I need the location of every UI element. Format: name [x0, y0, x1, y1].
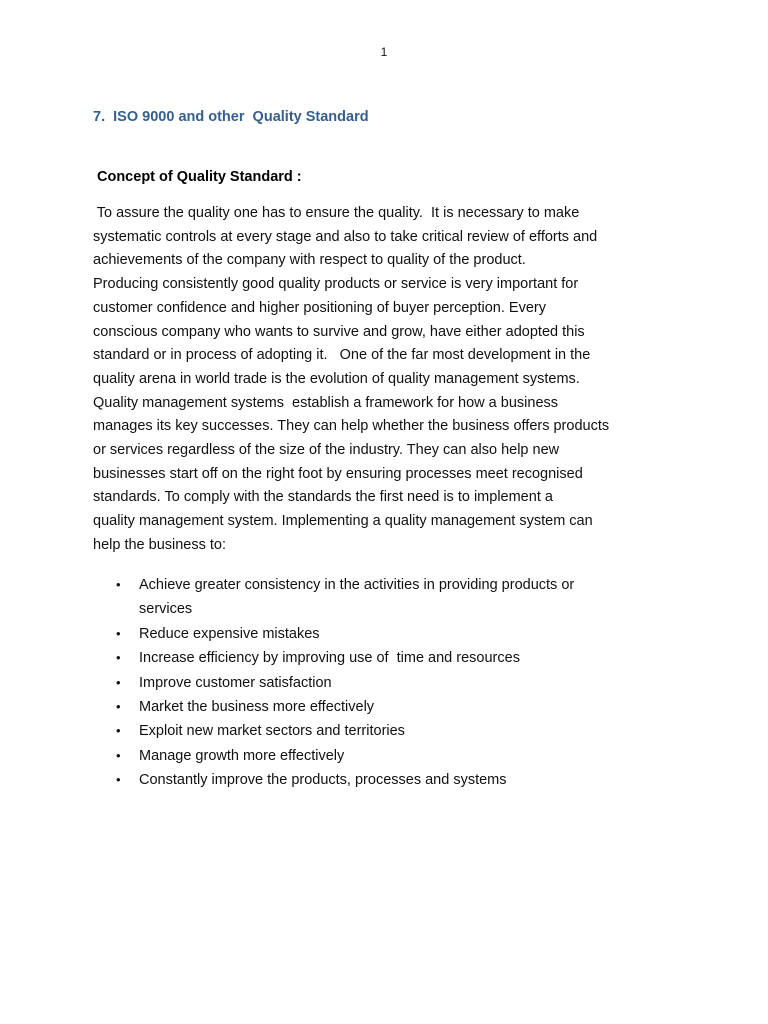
bullet-icon: • [116, 747, 121, 763]
list-item-text: Manage growth more effectively [139, 747, 345, 764]
body-line: standard or in process of adopting it. One of the far most development in the [93, 347, 591, 364]
list-item-text: Reduce expensive mistakes [139, 625, 320, 642]
body-line: manages its key successes. They can help whether the business offers products [93, 418, 610, 435]
list-item [93, 622, 693, 646]
body-line: systematic controls at every stage and also to take critical review of efforts and [93, 228, 598, 245]
body-line: help the business to: [93, 536, 227, 553]
body-line: conscious company who wants to survive and grow, have either adopted this [93, 323, 585, 340]
body-line: achievements of the company with respect to quality of the product. [93, 252, 526, 269]
list-item-text: Exploit new market sectors and territories [139, 723, 405, 740]
list-item [93, 695, 693, 719]
list-item [93, 768, 693, 792]
list-item [93, 573, 693, 622]
bullet-icon: • [116, 577, 121, 592]
body-paragraph [93, 202, 693, 558]
list-item [93, 719, 693, 743]
subheading: Concept of Quality Standard : [97, 169, 302, 185]
list-item-text: Increase efficiency by improving use of time and resources [139, 650, 520, 667]
body-line: businesses start off on the right foot by ensuring processes meet recognised [93, 465, 583, 482]
bullet-icon: • [116, 699, 121, 715]
body-line: quality arena in world trade is the evolution of quality management systems. [93, 370, 580, 387]
list-item [93, 744, 693, 768]
body-line: To assure the quality one has to ensure the quality. It is necessary to make [93, 205, 580, 221]
body-line: customer confidence and higher positioning of buyer perception. Every [93, 299, 546, 316]
list-item [93, 646, 693, 670]
bullet-icon: • [116, 674, 121, 690]
body-line: standards. To comply with the standards the first need is to implement a [93, 489, 553, 506]
bullet-icon: • [116, 650, 121, 666]
body-line: or services regardless of the size of the industry. They can also help new [93, 442, 560, 459]
list-item-text: services [139, 601, 193, 618]
list-item [93, 671, 693, 695]
bullet-icon: • [116, 625, 121, 641]
section-heading: 7. ISO 9000 and other Quality Standard [93, 109, 369, 125]
bullet-icon: • [116, 772, 121, 788]
list-item-text: Constantly improve the products, processes and systems [139, 772, 507, 789]
bullet-icon: • [116, 723, 121, 739]
body-line: quality management system. Implementing a quality management system can [93, 513, 593, 530]
body-line: Producing consistently good quality products or service is very important for [93, 276, 579, 293]
bullet-list [93, 573, 693, 793]
page-number: 1 [380, 45, 388, 59]
list-item-text: Market the business more effectively [139, 699, 375, 716]
list-item-text: Improve customer satisfaction [139, 674, 332, 691]
list-item-text: Achieve greater consistency in the activities in providing products or [139, 577, 575, 593]
body-line: Quality management systems establish a framework for how a business [93, 394, 559, 411]
